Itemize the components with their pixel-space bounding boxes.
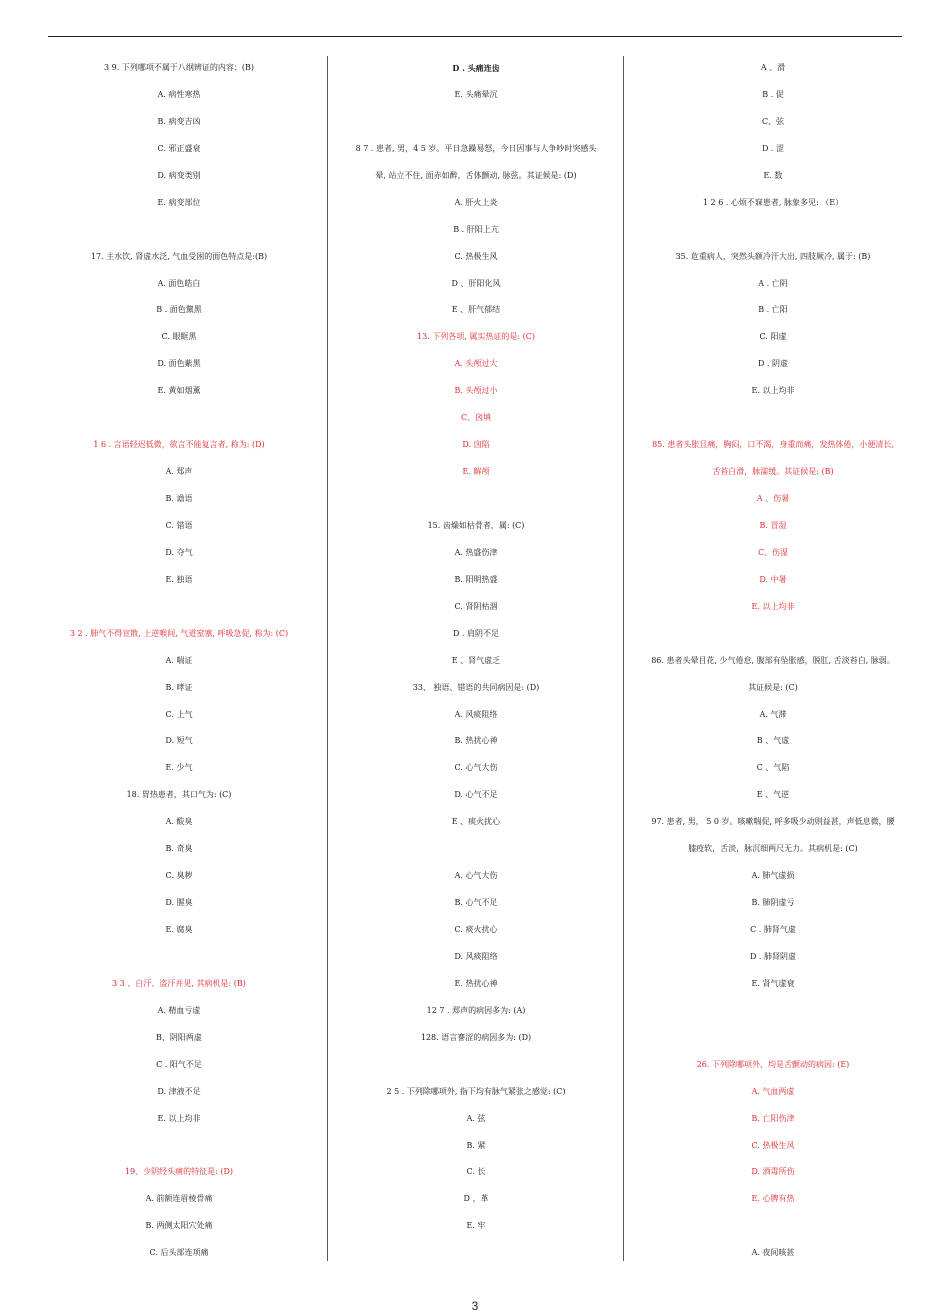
text-line: 3 3 、白汗、盗汗并见, 其病机是: (B) <box>112 978 246 988</box>
text-line: D . 肺肾阴虚 <box>749 951 797 961</box>
text-line: D . 阴虚 <box>757 359 789 369</box>
blank-line <box>625 1003 921 1030</box>
text-line: 18. 胃热患者，其口气为: (C) <box>126 790 232 800</box>
text-line: D. 心气不足 <box>454 790 498 800</box>
text-line: C. 邪正盛衰 <box>157 143 201 153</box>
text-line: D. 面色紫黑 <box>157 359 201 369</box>
text-line: A 、伤暑 <box>756 494 790 503</box>
text-line: E 、痰火扰心 <box>451 817 501 827</box>
text-line: D. 中暑 <box>759 574 787 584</box>
blank-line <box>328 1057 624 1084</box>
text-line: E. 腐臭 <box>165 925 193 934</box>
text-line: A. 气血两虚 <box>751 1086 795 1096</box>
text-line: C. 痰火扰心 <box>454 925 498 934</box>
text-line: A. 风痰阻络 <box>454 709 498 719</box>
blank-line <box>625 626 921 653</box>
text-line: C. 后头部连项痛 <box>149 1248 209 1258</box>
blank-line <box>31 599 327 626</box>
text-line: B. 病变吉凶 <box>157 116 201 126</box>
text-line: E. 以上均非 <box>751 386 795 396</box>
text-line: E. 热扰心神 <box>454 978 498 988</box>
text-line: 舌苔白滑，脉濡缓。其证候是: (B) <box>712 467 834 477</box>
text-line: 12 7 . 郑声的病因多为: (A) <box>426 1005 526 1015</box>
text-line: A. 弦 <box>466 1113 486 1123</box>
text-line: 2 5 . 下列除哪项外, 指下均有脉气紧张之感觉: (C) <box>386 1086 566 1096</box>
text-line: 3 2 . 肺气不得宣散, 上逆喉间, 气道窒塞, 呼吸急促, 称为: (C) <box>69 628 289 638</box>
text-line: E. 解颅 <box>462 467 490 477</box>
blank-line <box>625 1218 921 1245</box>
blank-line <box>625 1030 921 1057</box>
text-line: 3 9. 下列哪项不属于八纲辨证的内容：(B) <box>104 63 254 72</box>
text-line: B. 心气不足 <box>454 898 498 908</box>
text-line: A. 酸臭 <box>165 817 193 827</box>
text-line: D 、肝阳化风 <box>451 278 501 288</box>
text-line: 97. 患者, 男， 5 0 岁。咳嗽喘促, 呼多吸少动则益甚，声低息微，腰 <box>651 817 895 827</box>
text-line: A 、滑 <box>760 63 786 72</box>
text-line: A. 气滞 <box>759 709 787 719</box>
text-line: 1 6 . 言语轻迟低微，欲言不能复言者, 称为: (D) <box>93 440 265 450</box>
text-line: A. 前额连眉棱骨痛 <box>145 1194 213 1204</box>
text-line: E. 牢 <box>466 1221 486 1231</box>
text-line: B、阴阳两虚 <box>156 1032 202 1042</box>
text-line: D. 腥臭 <box>165 898 193 908</box>
text-line: E. 肾气虚衰 <box>751 978 795 988</box>
text-line: 8 7 . 患者, 男，4 5 岁。平日急躁易怒，今日因事与人争吵时突感头 <box>355 143 597 153</box>
text-line: D. 风痰阻络 <box>454 951 498 961</box>
page-number: 3 <box>471 1299 479 1313</box>
text-line: C、弦 <box>761 116 785 126</box>
text-line: B. 冒湿 <box>759 520 787 530</box>
text-line: B. 热扰心神 <box>454 736 498 746</box>
text-line: A. 面色皓白 <box>157 278 201 288</box>
text-line: 35. 危重病人，突然头额冷汗大出, 四肢厥冷, 属于: (B) <box>675 251 871 261</box>
text-line: 13. 下列各项, 属实热证的是: (C) <box>417 332 535 342</box>
text-line: E. 数 <box>763 170 783 180</box>
text-line: A. 心气大伤 <box>454 871 498 881</box>
text-line: D. 夺气 <box>165 547 193 557</box>
blank-line <box>31 410 327 437</box>
text-line: 15. 齿燥如枯骨者，属: (C) <box>427 520 525 530</box>
text-line: E. 病变部位 <box>157 197 201 207</box>
blank-line <box>31 1138 327 1165</box>
text-line: E. 独语 <box>165 574 193 584</box>
blank-line <box>328 841 624 868</box>
text-line: B. 头颅过小 <box>454 386 498 396</box>
text-line: C 、气陷 <box>756 763 790 773</box>
text-line: C、伤湿 <box>757 547 789 557</box>
text-line: C . 阳气不足 <box>156 1059 202 1069</box>
text-line: D. 囟陷 <box>462 440 490 450</box>
text-line: D . 肩阴不足 <box>452 628 500 638</box>
text-line: B . 面色黧黑 <box>156 305 202 315</box>
text-line: A. 病性寒热 <box>157 89 201 99</box>
text-line: E 、气逆 <box>756 790 790 800</box>
blank-line <box>31 949 327 976</box>
text-line: A. 肝火上炎 <box>454 197 498 207</box>
text-line: 1 2 6 . 心烦不寐患者, 脉象多见: （E） <box>702 197 844 207</box>
text-line: E. 头痛晕沉 <box>454 89 498 99</box>
text-line: 膝疫软，舌淡，脉沉细两尺无力。其病机是: (C) <box>688 844 858 854</box>
text-line: A. 头颅过大 <box>454 359 498 369</box>
text-line: C. 心气大伤 <box>454 763 498 773</box>
text-line: A. 夜间咳甚 <box>751 1248 795 1258</box>
text-line: E 、肾气虚乏 <box>451 655 501 665</box>
text-line: 19、少阴经头痛的特征是: (D) <box>124 1167 234 1177</box>
text-line: E. 以上均非 <box>751 601 795 611</box>
text-line: B . 亡阳 <box>758 305 788 315</box>
text-line: B. 奇臭 <box>165 844 193 854</box>
text-line: B 、气虚 <box>756 736 790 746</box>
text-line: B. 紧 <box>466 1140 486 1150</box>
text-line: C. 错语 <box>165 520 193 530</box>
blank-line <box>328 491 624 518</box>
text-line: A. 喘证 <box>165 655 193 665</box>
text-line: A. 精血亏虚 <box>157 1005 201 1015</box>
text-line: A . 亡阴 <box>758 278 788 288</box>
text-line: D. 病变类别 <box>157 170 201 180</box>
text-line: A. 热盛伤津 <box>454 547 498 557</box>
text-line: D. 津液不足 <box>157 1086 201 1096</box>
text-line: B . 促 <box>762 89 784 99</box>
text-line: 17. 主水饮, 肾虚水泛, 气血受困的面色特点是:(B) <box>90 251 268 261</box>
column-middle <box>328 60 624 1245</box>
column-right <box>625 60 921 1272</box>
text-line: E 、肝气郁结 <box>451 305 501 315</box>
text-line: B . 肝阳上亢 <box>453 224 499 234</box>
text-line: B. 两侧太阳穴处痛 <box>145 1221 213 1231</box>
text-line: 86. 患者头晕目花, 少气倦怠, 腹部有坠胀感，脱肛, 舌淡苔白, 脉弱。 <box>651 655 895 665</box>
text-line: C. 臭秽 <box>165 871 193 881</box>
text-line: E. 少气 <box>165 763 193 773</box>
text-line: D . 头痛连齿 <box>452 63 500 73</box>
text-line: C. 眼眶黑 <box>161 332 197 342</box>
text-line: C. 阳虚 <box>759 332 787 342</box>
text-line: C、囟填 <box>460 413 492 423</box>
column-left <box>31 60 327 1272</box>
text-line: 128. 语言謇涩的病因多为: (D) <box>420 1032 532 1042</box>
text-line: D. 酒毒所伤 <box>751 1167 795 1177</box>
text-line: C. 热极生风 <box>751 1140 795 1150</box>
text-line: D . 涩 <box>761 143 785 153</box>
text-line: A. 郑声 <box>165 467 193 477</box>
text-line: B. 哮证 <box>165 682 193 692</box>
blank-line <box>328 114 624 141</box>
text-line: 晕, 站立不住, 面赤如醉，舌体颤动, 脉弦。其证候是: (D) <box>375 170 577 180</box>
text-line: D 、革 <box>463 1194 489 1204</box>
text-line: C. 肾阴枯涸 <box>454 601 498 611</box>
text-line: 其证候是: (C) <box>748 682 798 692</box>
text-line: B. 谵语 <box>165 494 193 503</box>
blank-line <box>31 222 327 249</box>
text-line: C. 热极生风 <box>454 251 498 261</box>
text-line: C . 肺肾气虚 <box>750 925 796 934</box>
text-line: 85. 患者头胀且痛，胸闷，口不渴，身重而痛，发热体倦，小便清长, <box>652 440 894 450</box>
text-line: E. 心脾有热 <box>751 1194 795 1204</box>
text-line: E. 以上均非 <box>157 1113 201 1123</box>
blank-line <box>625 222 921 249</box>
text-line: A. 肺气虚损 <box>751 871 795 881</box>
text-line: B. 肺阴虚亏 <box>751 898 795 908</box>
text-line: C. 上气 <box>165 709 193 719</box>
text-line: B. 亡阳伤津 <box>751 1113 795 1123</box>
text-line: B. 阳明热盛 <box>454 574 498 584</box>
text-line: D. 短气 <box>165 736 193 746</box>
blank-line <box>625 410 921 437</box>
top-rule <box>48 36 902 37</box>
text-line: 33、 独语、错语的共同病因是: (D) <box>412 682 540 692</box>
text-line: 26. 下列除哪项外，均是舌颤动的病因: (E) <box>696 1059 850 1069</box>
text-line: C. 长 <box>466 1167 486 1177</box>
text-line: E. 黄如烟薰 <box>157 386 201 396</box>
